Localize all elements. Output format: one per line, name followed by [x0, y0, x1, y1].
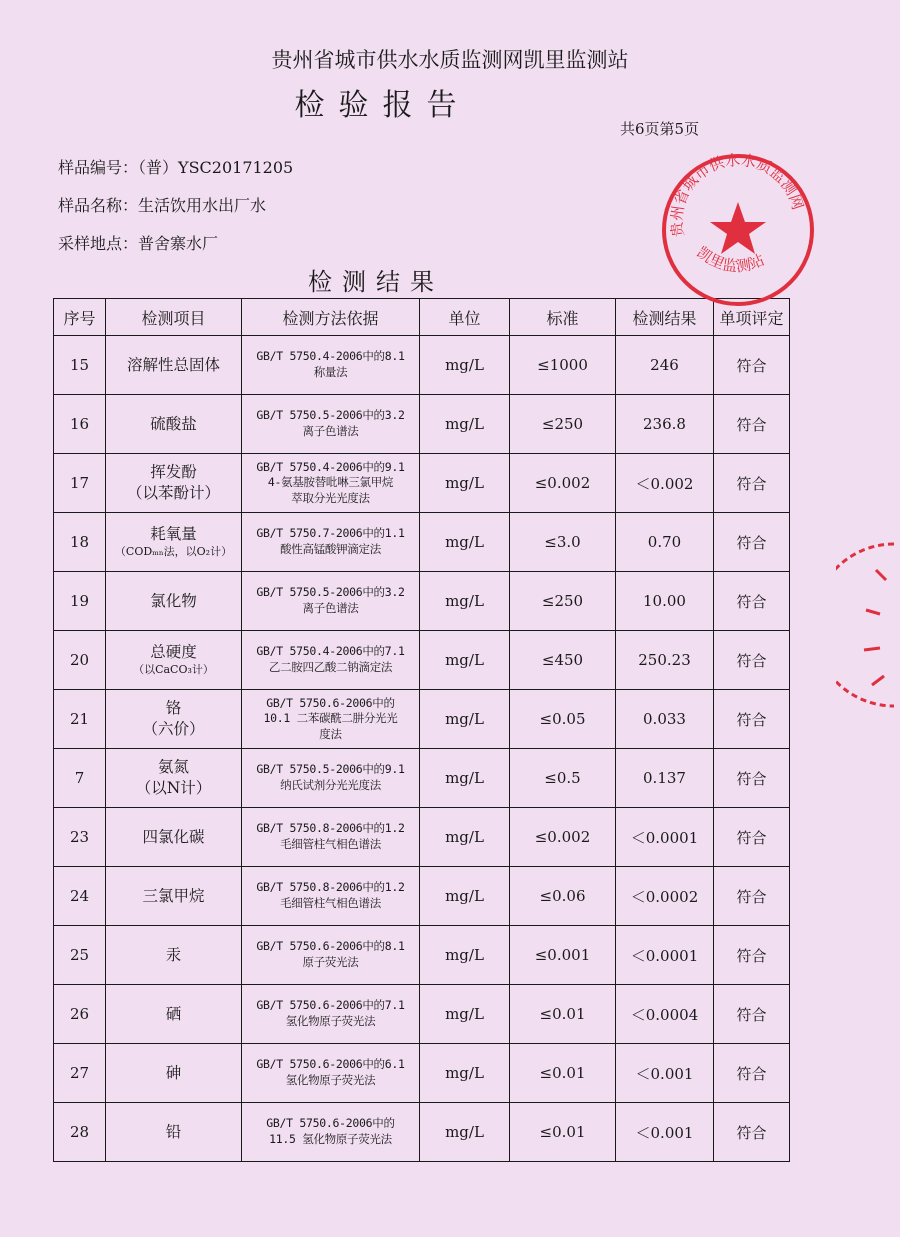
test-result — [616, 572, 714, 631]
unit-text: mg/L — [445, 356, 484, 374]
page-counter: 共6页第5页 — [620, 120, 700, 138]
item-basis: （CODₘₙ法，以O₂计） — [114, 545, 233, 559]
test-item — [106, 513, 242, 572]
method-line-2: 酸性高锰酸钾滴定法 — [280, 542, 381, 556]
method-line-2: 11.5 氢化物原子荧光法 — [269, 1132, 392, 1146]
table-row — [54, 395, 790, 454]
result-text: ＜0.0004 — [630, 1005, 699, 1024]
sample-number-label: 样品编号： — [58, 158, 139, 177]
result-text: ＜0.0001 — [630, 828, 699, 847]
item-name: 硒 — [165, 1004, 182, 1023]
test-method — [242, 808, 420, 867]
row-number-text: 20 — [69, 651, 90, 669]
row-number — [54, 985, 106, 1044]
method-line-2: 乙二胺四乙酸二钠滴定法 — [268, 660, 393, 674]
row-number-text: 15 — [69, 356, 90, 374]
evaluation-text: 符合 — [736, 828, 767, 847]
unit — [420, 513, 510, 572]
header-result: 检测结果 — [616, 299, 714, 336]
row-number — [54, 1044, 106, 1103]
result-text: ＜0.001 — [635, 1064, 694, 1083]
method-line-1: GB/T 5750.6-2006中的 — [266, 1116, 395, 1131]
row-number — [54, 454, 106, 513]
method-line-1: GB/T 5750.5-2006中的3.2 — [256, 585, 405, 600]
sample-name-value: 生活饮用水出厂水 — [138, 196, 267, 215]
test-method — [242, 572, 420, 631]
standard-text: ≤3.0 — [544, 533, 581, 551]
table-row — [54, 985, 790, 1044]
method-line-1: GB/T 5750.6-2006中的7.1 — [256, 998, 405, 1013]
evaluation-text: 符合 — [736, 1123, 767, 1142]
unit — [420, 1103, 510, 1162]
item-basis: （以苯酚计） — [126, 484, 220, 502]
test-item — [106, 631, 242, 690]
standard-text: ≤450 — [541, 651, 584, 669]
evaluation — [714, 1103, 790, 1162]
report-title: 检验报告 — [294, 88, 471, 123]
standard-limit — [510, 1044, 616, 1103]
evaluation-text: 符合 — [736, 887, 767, 906]
unit — [420, 926, 510, 985]
method-line-2: 4-氨基胺替吡啉三氯甲烷 — [267, 475, 394, 490]
test-method — [242, 395, 420, 454]
test-method — [242, 690, 420, 749]
standard-text: ≤250 — [541, 592, 584, 610]
item-name: 汞 — [165, 945, 182, 964]
unit — [420, 336, 510, 395]
evaluation-text: 符合 — [736, 769, 767, 788]
method-line-2: 离子色谱法 — [302, 601, 359, 615]
test-result — [616, 454, 714, 513]
evaluation-text: 符合 — [736, 356, 767, 375]
evaluation — [714, 985, 790, 1044]
row-number-text: 28 — [69, 1123, 90, 1141]
unit — [420, 867, 510, 926]
item-name: 硫酸盐 — [150, 414, 197, 433]
sample-site-label: 采样地点： — [58, 234, 139, 253]
method-line-2: 氢化物原子荧光法 — [285, 1073, 376, 1087]
item-name: 总硬度 — [150, 643, 197, 662]
test-method — [242, 454, 420, 513]
method-line-1: GB/T 5750.6-2006中的8.1 — [256, 939, 405, 954]
method-line-1: GB/T 5750.8-2006中的1.2 — [256, 821, 405, 836]
test-result — [616, 749, 714, 808]
row-number — [54, 749, 106, 808]
result-text: ＜0.0001 — [630, 946, 699, 965]
test-item — [106, 395, 242, 454]
header-item: 检测项目 — [106, 299, 242, 336]
result-text: 0.70 — [647, 533, 682, 551]
standard-limit — [510, 631, 616, 690]
method-line-2: 毛细管柱气相色谱法 — [280, 896, 381, 910]
standard-text: ≤0.01 — [539, 1064, 586, 1082]
row-number — [54, 336, 106, 395]
standard-text: ≤0.01 — [539, 1123, 586, 1141]
official-seal — [658, 150, 818, 310]
method-line-1: GB/T 5750.8-2006中的1.2 — [256, 880, 405, 895]
method-line-2: 原子荧光法 — [302, 955, 359, 969]
test-result — [616, 926, 714, 985]
unit-text: mg/L — [445, 887, 484, 905]
evaluation — [714, 690, 790, 749]
evaluation-text: 符合 — [736, 1005, 767, 1024]
method-line-1: GB/T 5750.6-2006中的 — [266, 695, 395, 710]
standard-limit — [510, 749, 616, 808]
item-name: 四氯化碳 — [142, 827, 205, 846]
row-number-text: 17 — [69, 474, 90, 492]
unit — [420, 631, 510, 690]
unit — [420, 749, 510, 808]
unit — [420, 454, 510, 513]
result-text: 236.8 — [643, 415, 686, 433]
unit — [420, 808, 510, 867]
test-method — [242, 336, 420, 395]
partial-seal-edge — [836, 540, 896, 710]
test-method — [242, 749, 420, 808]
item-basis: （以CaCO₃计） — [133, 663, 214, 677]
unit-text: mg/L — [445, 828, 484, 846]
standard-text: ≤0.5 — [544, 769, 581, 787]
evaluation — [714, 572, 790, 631]
row-number — [54, 631, 106, 690]
header-standard: 标准 — [510, 299, 616, 336]
standard-text: ≤0.001 — [534, 946, 591, 964]
header-evaluation: 单项评定 — [714, 299, 790, 336]
evaluation-text: 符合 — [736, 415, 767, 434]
test-result — [616, 867, 714, 926]
test-result — [616, 336, 714, 395]
row-number-text: 26 — [69, 1005, 90, 1023]
unit — [420, 1044, 510, 1103]
unit-text: mg/L — [445, 710, 484, 728]
result-text: 0.033 — [643, 710, 686, 728]
row-number — [54, 867, 106, 926]
row-number — [54, 513, 106, 572]
row-number-text: 24 — [69, 887, 90, 905]
item-name: 氨氮 — [157, 758, 189, 777]
item-name: 挥发酚 — [150, 463, 197, 482]
evaluation — [714, 336, 790, 395]
row-number — [54, 395, 106, 454]
row-number — [54, 808, 106, 867]
evaluation-text: 符合 — [736, 592, 767, 611]
standard-limit — [510, 690, 616, 749]
test-item — [106, 1044, 242, 1103]
test-method — [242, 631, 420, 690]
table-row — [54, 513, 790, 572]
item-basis: （以N计） — [135, 779, 212, 797]
standard-limit — [510, 926, 616, 985]
result-text: ＜0.002 — [635, 474, 694, 493]
unit-text: mg/L — [445, 592, 484, 610]
table-row — [54, 454, 790, 513]
unit-text: mg/L — [445, 533, 484, 551]
unit-text: mg/L — [445, 474, 484, 492]
table-row — [54, 631, 790, 690]
test-method — [242, 1103, 420, 1162]
sample-name-label: 样品名称： — [58, 196, 139, 215]
result-text: 10.00 — [643, 592, 686, 610]
item-name: 溶解性总固体 — [126, 355, 220, 374]
method-line-2: 称量法 — [313, 365, 348, 379]
item-basis: （六价） — [142, 720, 205, 738]
table-row — [54, 808, 790, 867]
method-line-1: GB/T 5750.6-2006中的6.1 — [256, 1057, 405, 1072]
organization-name: 贵州省城市供水水质监测网凯里监测站 — [271, 48, 629, 72]
row-number-text: 19 — [69, 592, 90, 610]
header-no: 序号 — [54, 299, 106, 336]
method-line-2: 纳氏试剂分光光度法 — [280, 778, 381, 792]
header-unit: 单位 — [420, 299, 510, 336]
seal-text-bottom: 凯里监测站 — [693, 243, 768, 276]
table-row — [54, 690, 790, 749]
results-table — [53, 298, 790, 1162]
method-line-2: 离子色谱法 — [302, 424, 359, 438]
result-text: ＜0.001 — [635, 1123, 694, 1142]
result-text: 250.23 — [638, 651, 691, 669]
method-line-1: GB/T 5750.4-2006中的9.1 — [256, 459, 405, 474]
row-number-text: 25 — [69, 946, 90, 964]
standard-limit — [510, 513, 616, 572]
method-line-1: GB/T 5750.5-2006中的9.1 — [256, 762, 405, 777]
test-result — [616, 395, 714, 454]
test-result — [616, 1044, 714, 1103]
test-result — [616, 1103, 714, 1162]
test-item — [106, 808, 242, 867]
method-line-2: 毛细管柱气相色谱法 — [280, 837, 381, 851]
standard-limit — [510, 395, 616, 454]
item-name: 砷 — [165, 1063, 182, 1082]
method-line-1: GB/T 5750.4-2006中的7.1 — [256, 644, 405, 659]
test-method — [242, 985, 420, 1044]
row-number-text: 21 — [69, 710, 90, 728]
row-number — [54, 926, 106, 985]
evaluation — [714, 749, 790, 808]
unit-text: mg/L — [445, 946, 484, 964]
standard-limit — [510, 336, 616, 395]
test-result — [616, 631, 714, 690]
seal-text-top: 贵州省城市供水水质监测网 — [667, 150, 807, 239]
item-name: 三氯甲烷 — [142, 886, 205, 905]
method-line-3: 萃取分光光度法 — [291, 490, 370, 505]
table-row — [54, 1044, 790, 1103]
method-line-2: 氢化物原子荧光法 — [285, 1014, 376, 1028]
evaluation — [714, 395, 790, 454]
unit — [420, 690, 510, 749]
result-text: 246 — [650, 356, 679, 374]
method-line-3: 度法 — [319, 726, 342, 741]
standard-limit — [510, 454, 616, 513]
sample-name — [58, 193, 266, 216]
header-method: 检测方法依据 — [242, 299, 420, 336]
method-line-1: GB/T 5750.4-2006中的8.1 — [256, 349, 405, 364]
method-line-1: GB/T 5750.5-2006中的3.2 — [256, 408, 405, 423]
table-row — [54, 867, 790, 926]
evaluation-text: 符合 — [736, 651, 767, 670]
table-row — [54, 1103, 790, 1162]
evaluation — [714, 1044, 790, 1103]
unit-text: mg/L — [445, 769, 484, 787]
results-title: 检测结果 — [308, 268, 444, 296]
test-method — [242, 513, 420, 572]
standard-text: ≤0.002 — [534, 474, 591, 492]
item-name: 铬 — [165, 699, 182, 718]
method-line-1: GB/T 5750.7-2006中的1.1 — [256, 526, 405, 541]
evaluation — [714, 631, 790, 690]
standard-text: ≤0.06 — [539, 887, 586, 905]
row-number — [54, 572, 106, 631]
standard-limit — [510, 867, 616, 926]
unit-text: mg/L — [445, 1123, 484, 1141]
standard-limit — [510, 985, 616, 1044]
evaluation-text: 符合 — [736, 946, 767, 965]
item-name: 耗氧量 — [150, 525, 197, 544]
unit-text: mg/L — [445, 1005, 484, 1023]
test-item — [106, 749, 242, 808]
standard-limit — [510, 808, 616, 867]
table-row — [54, 572, 790, 631]
test-item — [106, 336, 242, 395]
test-item — [106, 690, 242, 749]
test-method — [242, 926, 420, 985]
item-name: 铅 — [165, 1122, 182, 1141]
standard-text: ≤250 — [541, 415, 584, 433]
test-item — [106, 572, 242, 631]
evaluation-text: 符合 — [736, 533, 767, 552]
unit-text: mg/L — [445, 651, 484, 669]
test-item — [106, 454, 242, 513]
test-method — [242, 1044, 420, 1103]
seal-star-icon — [710, 202, 766, 254]
sample-site-value: 普舍寨水厂 — [138, 234, 219, 253]
evaluation — [714, 454, 790, 513]
evaluation — [714, 513, 790, 572]
row-number-text: 7 — [74, 769, 85, 787]
test-method — [242, 867, 420, 926]
row-number-text: 18 — [69, 533, 90, 551]
evaluation — [714, 808, 790, 867]
standard-limit — [510, 572, 616, 631]
evaluation — [714, 867, 790, 926]
row-number-text: 27 — [69, 1064, 90, 1082]
unit — [420, 985, 510, 1044]
standard-text: ≤0.01 — [539, 1005, 586, 1023]
result-text: 0.137 — [643, 769, 686, 787]
test-item — [106, 867, 242, 926]
test-result — [616, 690, 714, 749]
row-number — [54, 690, 106, 749]
test-item — [106, 1103, 242, 1162]
result-text: ＜0.0002 — [630, 887, 699, 906]
standard-text: ≤1000 — [537, 356, 588, 374]
row-number-text: 16 — [69, 415, 90, 433]
evaluation — [714, 926, 790, 985]
unit-text: mg/L — [445, 415, 484, 433]
unit — [420, 572, 510, 631]
row-number — [54, 1103, 106, 1162]
sample-number-value: （普）YSC20171205 — [138, 158, 294, 177]
evaluation-text: 符合 — [736, 710, 767, 729]
evaluation-text: 符合 — [736, 474, 767, 493]
standard-text: ≤0.002 — [534, 828, 591, 846]
table-row — [54, 926, 790, 985]
test-result — [616, 513, 714, 572]
test-result — [616, 985, 714, 1044]
standard-text: ≤0.05 — [539, 710, 586, 728]
item-name: 氯化物 — [150, 591, 197, 610]
row-number-text: 23 — [69, 828, 90, 846]
test-item — [106, 926, 242, 985]
test-result — [616, 808, 714, 867]
sample-site — [58, 231, 218, 254]
unit-text: mg/L — [445, 1064, 484, 1082]
sample-number — [58, 155, 293, 178]
evaluation-text: 符合 — [736, 1064, 767, 1083]
test-item — [106, 985, 242, 1044]
standard-limit — [510, 1103, 616, 1162]
table-row — [54, 336, 790, 395]
unit — [420, 395, 510, 454]
table-row — [54, 749, 790, 808]
method-line-2: 10.1 二苯碳酰二肼分光光 — [263, 711, 398, 726]
